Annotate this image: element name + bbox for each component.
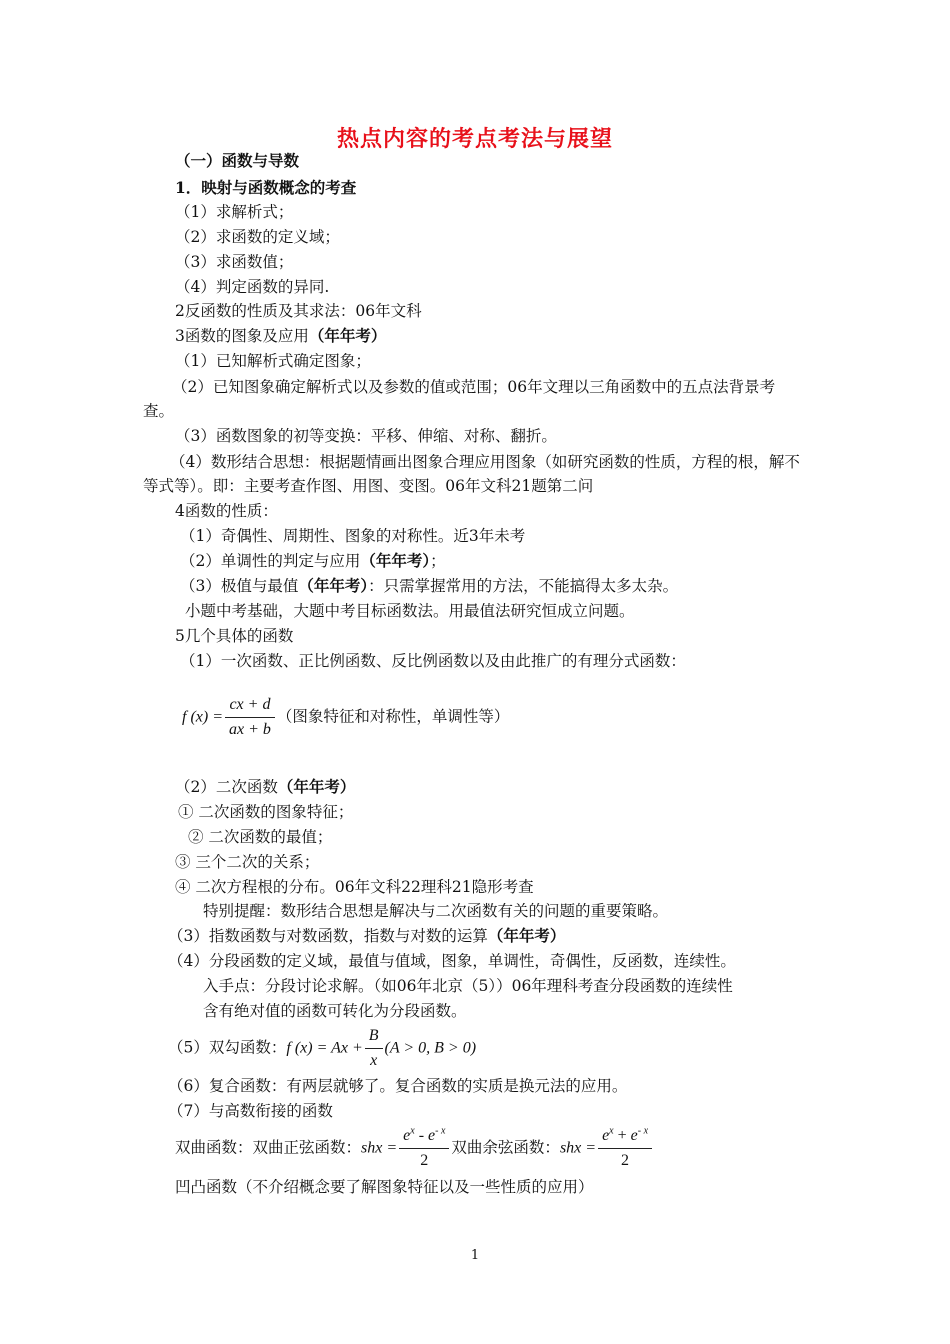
list-item-end: ； xyxy=(430,552,446,570)
yearly-tag: （年年考） xyxy=(298,576,369,595)
list-item: ① 二次函数的图象特征； xyxy=(178,803,354,821)
list-item-text: （3）极值与最值 xyxy=(180,577,299,595)
list-item: （1）求解析式； xyxy=(175,203,294,221)
heading-3-text: 3函数的图象及应用 xyxy=(175,327,309,345)
heading-5: 5几个具体的函数 xyxy=(175,627,294,645)
list-item: （4）判定函数的异同. xyxy=(175,278,330,296)
list-item: （1）奇偶性、周期性、图象的对称性。近3年未考 xyxy=(180,527,526,545)
section-heading: （一）函数与导数 xyxy=(175,151,300,170)
list-item: （2）已知图象确定解析式以及参数的值或范围；06年文理以三角函数中的五点法背景考 xyxy=(172,378,776,396)
list-item xyxy=(180,575,678,597)
list-item: （1）一次函数、正比例函数、反比例函数以及由此推广的有理分式函数： xyxy=(180,652,686,670)
exp-power: - x xyxy=(435,1125,446,1137)
list-item: （6）复合函数：有两层就够了。复合函数的实质是换元法的应用。 xyxy=(168,1077,628,1095)
denominator: ax + b xyxy=(229,721,271,738)
formula-lhs: f (x) = xyxy=(182,708,223,726)
list-item xyxy=(180,550,446,572)
formula-lhs: f (x) = Ax + xyxy=(286,1039,363,1057)
list-item: （3）函数图象的初等变换：平移、伸缩、对称、翻折。 xyxy=(175,427,557,445)
denominator: x xyxy=(370,1052,378,1069)
list-item: ② 二次函数的最值； xyxy=(188,828,333,846)
numerator xyxy=(399,1126,449,1149)
operator: + xyxy=(613,1127,631,1144)
list-item-continued: 等式等）。即：主要考查作图、用图、变图。06年文科21题第二问 xyxy=(143,477,594,495)
list-item: ④ 二次方程根的分布。06年文科22理科21隐形考查 xyxy=(175,878,534,896)
list-item xyxy=(168,925,565,947)
page-number: 1 xyxy=(470,1248,480,1263)
list-item: （7）与高数衔接的函数 xyxy=(168,1102,333,1120)
heading-2: 2反函数的性质及其求法：06年文科 xyxy=(175,302,422,320)
note: 入手点：分段讨论求解。（如06年北京（5））06年理科考查分段函数的连续性 xyxy=(203,977,733,995)
list-item: （4）分段函数的定义域，最值与值域，图象，单调性，奇偶性，反函数，连续性。 xyxy=(168,952,736,970)
page-title: 热点内容的考点考法与展望 xyxy=(336,126,613,152)
numerator xyxy=(598,1126,652,1149)
exp-power: x xyxy=(410,1125,415,1137)
formula-condition: (A > 0, B > 0) xyxy=(384,1039,477,1057)
list-item: ③ 三个二次的关系； xyxy=(175,853,320,871)
exp-power: - x xyxy=(637,1125,649,1137)
exp-base: e xyxy=(428,1127,436,1144)
list-item: 凹凸函数（不介绍概念要了解图象特征以及一些性质的应用） xyxy=(175,1178,594,1196)
list-item-label: （5）双勾函数： xyxy=(168,1038,287,1057)
fraction xyxy=(225,695,275,740)
list-item xyxy=(175,776,355,798)
hyperbolic-label-2: 双曲余弦函数： xyxy=(451,1138,560,1157)
operator: - xyxy=(414,1127,429,1144)
exp-power: x xyxy=(609,1125,614,1137)
formula-note: （图象特征和对称性，单调性等） xyxy=(276,707,510,726)
formula-hyperbolic xyxy=(175,1126,654,1171)
list-item-end: ：只需掌握常用的方法，不能搞得太多太杂。 xyxy=(368,577,679,595)
list-item: （1）已知解析式确定图象； xyxy=(175,352,371,370)
yearly-tag: （年年考） xyxy=(277,777,356,796)
formula-rational xyxy=(182,695,509,740)
denominator: 2 xyxy=(420,1152,429,1169)
note: 含有绝对值的函数可转化为分段函数。 xyxy=(203,1002,467,1020)
fraction xyxy=(365,1026,383,1071)
list-item: （3）求函数值； xyxy=(175,253,294,271)
formula-lhs: shx = xyxy=(361,1139,398,1157)
exp-base: e xyxy=(630,1127,638,1144)
denominator: 2 xyxy=(621,1152,630,1169)
fraction xyxy=(399,1126,449,1171)
formula-double-hook xyxy=(168,1026,476,1071)
list-item-continued: 查。 xyxy=(143,402,175,420)
list-item: （2）求函数的定义域； xyxy=(175,228,340,246)
list-item-text: （2）二次函数 xyxy=(175,778,278,796)
exp-base: e xyxy=(602,1127,610,1144)
hyperbolic-label-1: 双曲函数：双曲正弦函数： xyxy=(175,1138,362,1157)
yearly-tag: （年年考） xyxy=(308,326,387,345)
formula-lhs: shx = xyxy=(559,1139,597,1157)
heading-3 xyxy=(175,325,386,347)
numerator: cx + d xyxy=(225,695,275,718)
yearly-tag: （年年考） xyxy=(487,926,566,945)
list-item: （4）数形结合思想：根据题情画出图象合理应用图象（如研究函数的性质，方程的根，解不 xyxy=(170,453,800,471)
heading-4: 4函数的性质： xyxy=(175,502,278,520)
fraction xyxy=(598,1126,652,1171)
numerator: B xyxy=(365,1026,383,1049)
tip: 特别提醒：数形结合思想是解决与二次函数有关的问题的重要策略。 xyxy=(203,902,669,920)
list-item-text: （3）指数函数与对数函数，指数与对数的运算 xyxy=(168,927,488,945)
yearly-tag: （年年考） xyxy=(360,551,431,570)
exp-base: e xyxy=(403,1127,411,1144)
note: 小题中考基础，大题中考目标函数法。用最值法研究恒成立问题。 xyxy=(185,602,635,620)
list-item-text: （2）单调性的判定与应用 xyxy=(180,552,361,570)
heading-1: 1．映射与函数概念的考查 xyxy=(175,178,357,197)
